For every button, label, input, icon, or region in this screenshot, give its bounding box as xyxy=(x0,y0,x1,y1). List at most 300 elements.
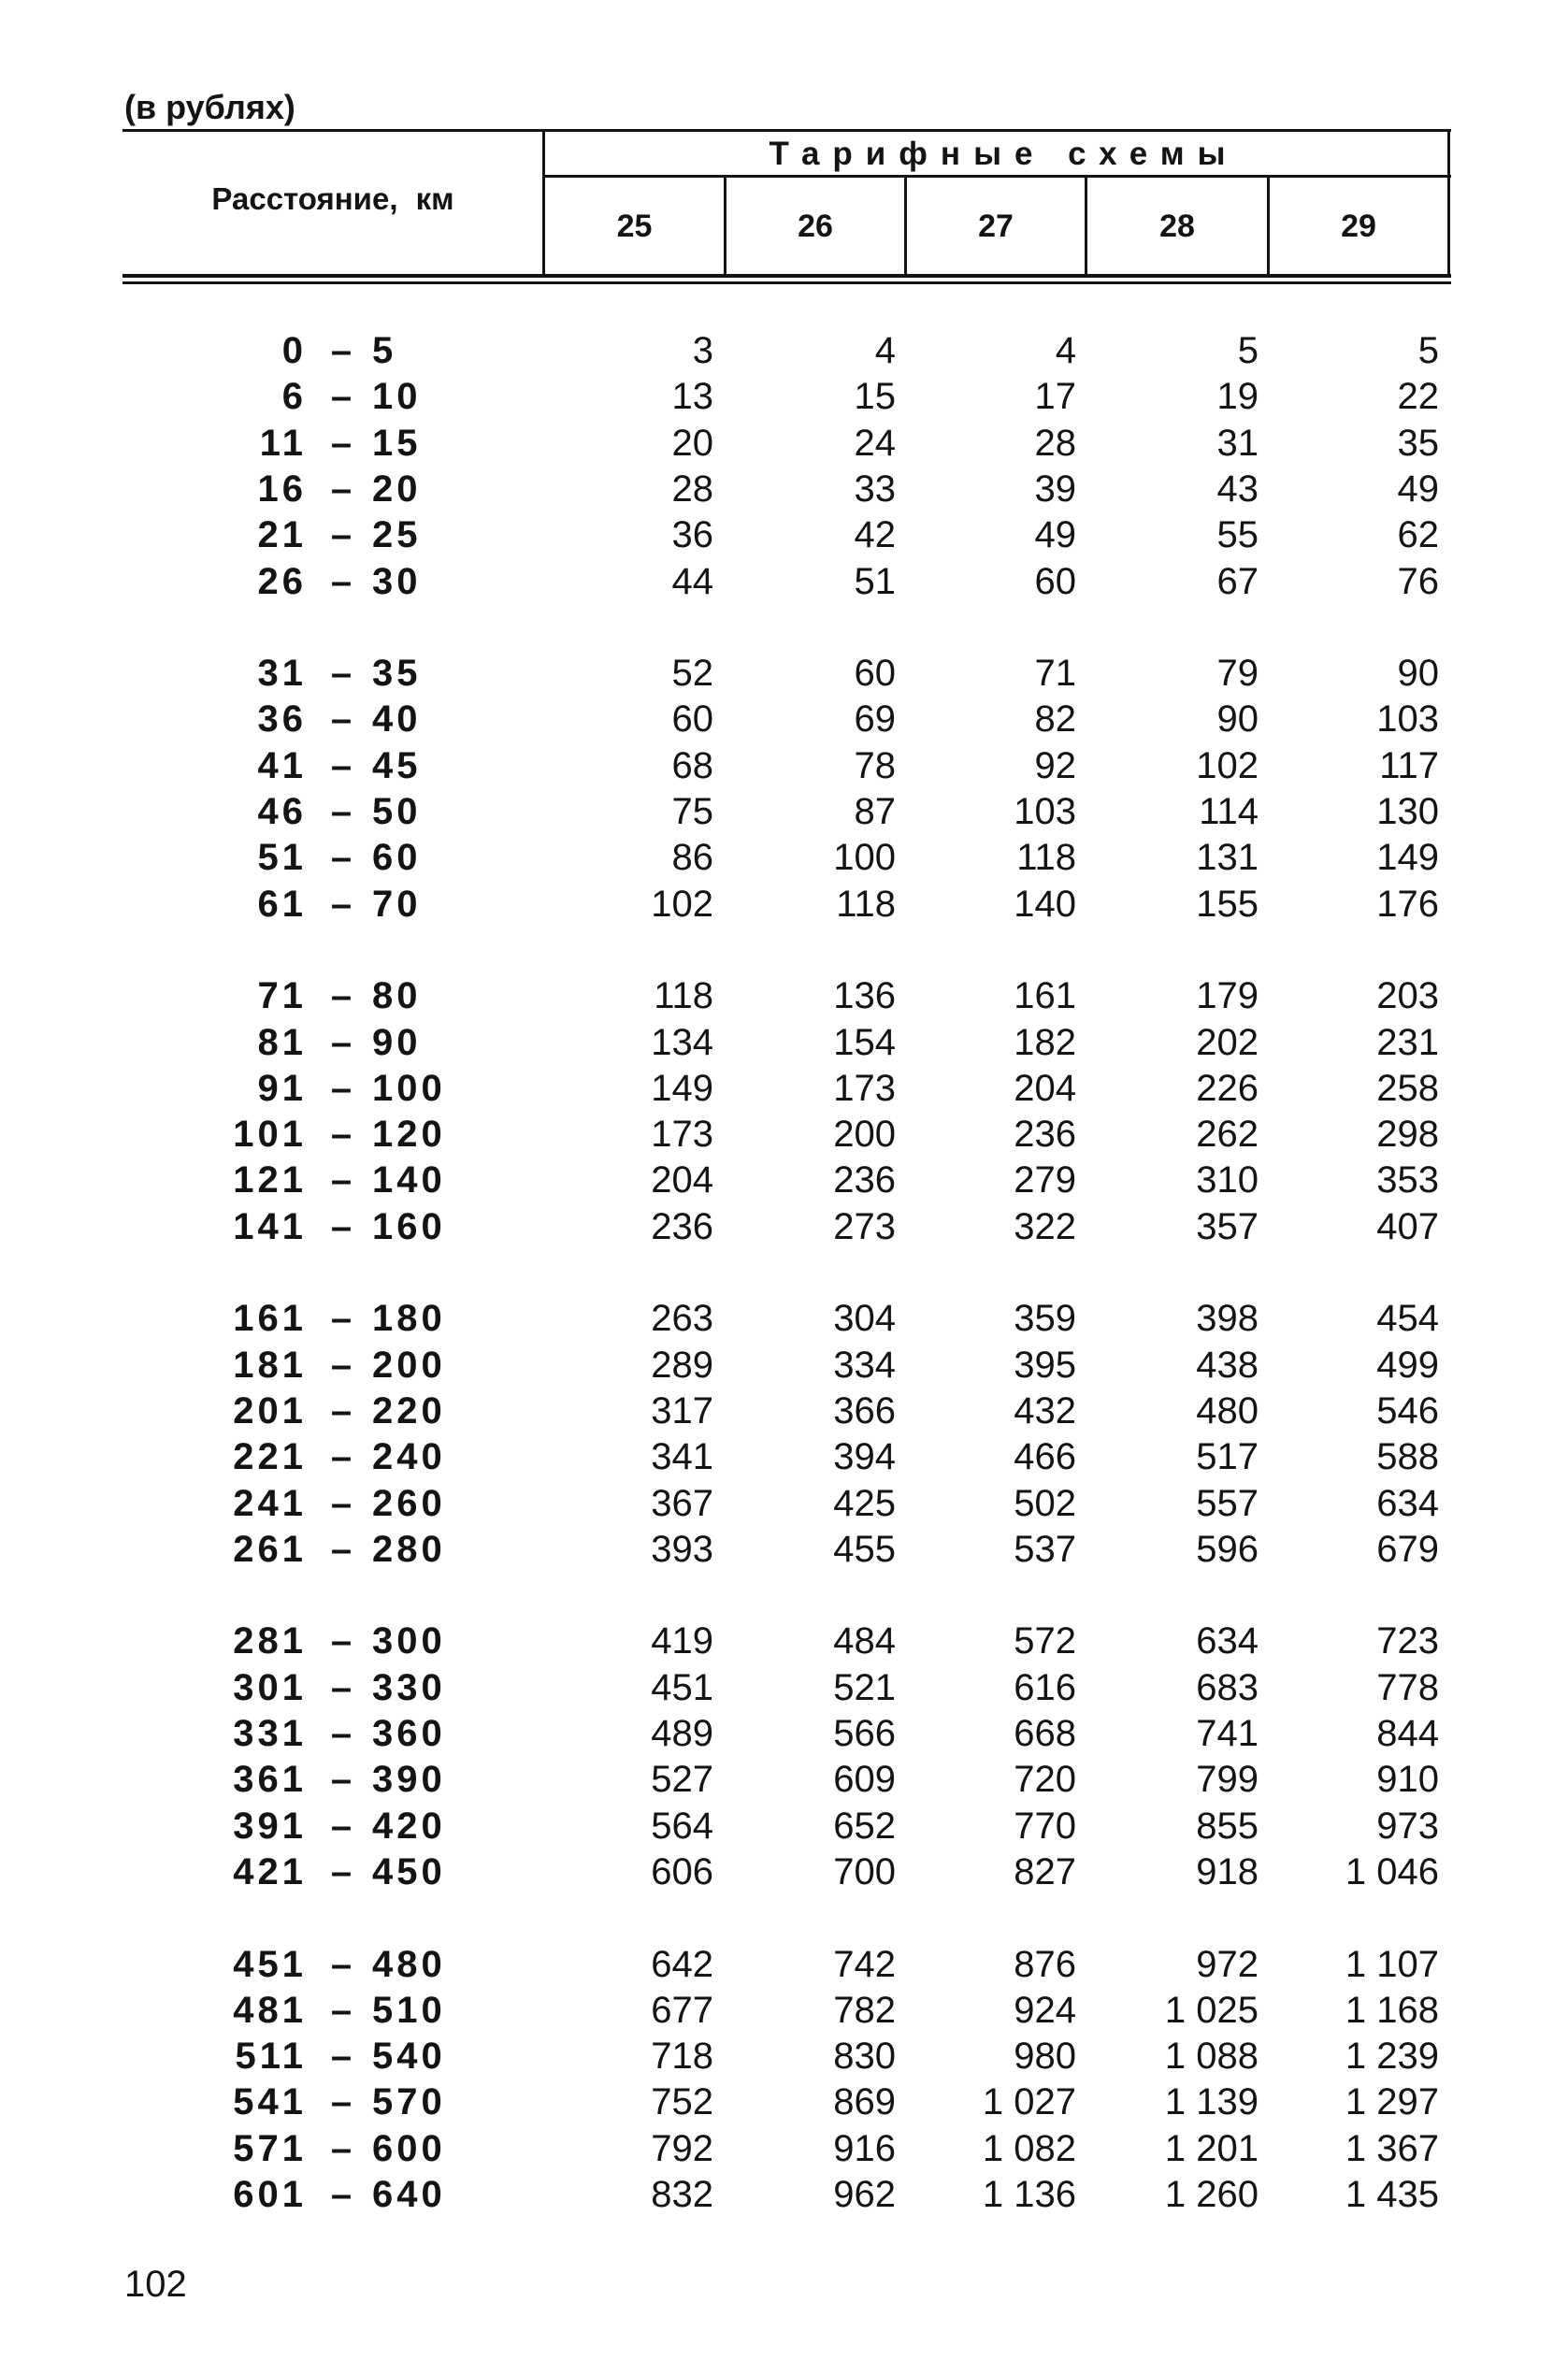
tariff-value-28: 102 xyxy=(1196,744,1259,786)
tariff-value-29: 1 367 xyxy=(1345,2127,1439,2169)
range-dash: – xyxy=(330,1989,352,2031)
table-row xyxy=(0,973,1568,1018)
range-dash: – xyxy=(330,1850,352,1892)
range-dash: – xyxy=(330,376,352,418)
tariff-value-28: 55 xyxy=(1216,514,1259,556)
range-dash: – xyxy=(330,1067,352,1109)
distance-from: 421 xyxy=(233,1850,307,1892)
tariff-value-27: 92 xyxy=(1034,744,1076,786)
distance-to: 390 xyxy=(372,1759,446,1801)
distance-to: 240 xyxy=(372,1436,446,1478)
range-dash: – xyxy=(330,1805,352,1847)
distance-from: 241 xyxy=(233,1482,307,1524)
tariff-value-25: 44 xyxy=(671,560,713,602)
tariff-value-27: 279 xyxy=(1014,1159,1076,1201)
table-row xyxy=(0,789,1568,834)
distance-from: 511 xyxy=(235,2036,307,2078)
tariff-value-25: 341 xyxy=(651,1436,713,1478)
distance-from: 41 xyxy=(257,744,307,786)
tariff-value-27: 17 xyxy=(1034,376,1076,418)
tariff-value-28: 1 025 xyxy=(1164,1989,1259,2031)
distance-from: 391 xyxy=(233,1805,307,1847)
table-row xyxy=(0,1757,1568,1802)
tariff-value-27: 395 xyxy=(1014,1344,1076,1386)
range-dash: – xyxy=(330,514,352,556)
distance-to: 90 xyxy=(372,1021,422,1063)
table-row xyxy=(0,1388,1568,1433)
tariff-value-29: 22 xyxy=(1397,376,1439,418)
range-dash: – xyxy=(330,791,352,832)
table-row xyxy=(0,2126,1568,2171)
tariff-value-28: 1 260 xyxy=(1164,2174,1259,2215)
range-dash: – xyxy=(330,883,352,925)
unit-note: (в рублях) xyxy=(124,88,295,126)
tariff-value-29: 49 xyxy=(1397,468,1439,510)
table-row xyxy=(0,374,1568,419)
tariff-value-27: 1 082 xyxy=(982,2127,1076,2169)
range-dash: – xyxy=(330,975,352,1017)
tariff-value-28: 634 xyxy=(1196,1620,1259,1662)
tariff-value-27: 161 xyxy=(1014,975,1076,1017)
distance-from: 31 xyxy=(257,653,307,695)
distance-from: 101 xyxy=(233,1114,307,1156)
tariff-value-28: 517 xyxy=(1196,1436,1259,1478)
tariff-value-29: 1 297 xyxy=(1345,2081,1439,2123)
distance-to: 120 xyxy=(372,1114,446,1156)
range-dash: – xyxy=(330,1482,352,1524)
tariff-value-25: 642 xyxy=(651,1943,713,1985)
distance-from: 451 xyxy=(233,1943,307,1985)
tariff-value-26: 60 xyxy=(854,653,896,695)
tariff-value-26: 830 xyxy=(833,2036,896,2078)
table-row xyxy=(0,1481,1568,1526)
table-row xyxy=(0,1711,1568,1756)
tariff-value-26: 455 xyxy=(833,1528,896,1570)
range-dash: – xyxy=(330,1943,352,1985)
tariff-value-26: 742 xyxy=(833,1943,896,1985)
tariff-value-27: 537 xyxy=(1014,1528,1076,1570)
range-dash: – xyxy=(330,1620,352,1662)
distance-from: 11 xyxy=(259,422,307,464)
table-row xyxy=(0,1343,1568,1388)
distance-to: 360 xyxy=(372,1713,446,1754)
tariff-value-28: 480 xyxy=(1196,1389,1259,1432)
tariff-value-26: 334 xyxy=(833,1344,896,1386)
tariff-value-29: 778 xyxy=(1376,1666,1439,1708)
tariff-value-27: 502 xyxy=(1014,1482,1076,1524)
tariff-value-27: 140 xyxy=(1014,883,1076,925)
tariff-value-25: 118 xyxy=(654,975,713,1017)
distance-to: 220 xyxy=(372,1389,446,1432)
tariff-value-27: 204 xyxy=(1014,1067,1076,1109)
range-dash: – xyxy=(330,653,352,695)
distance-from: 301 xyxy=(233,1666,307,1708)
distance-to: 60 xyxy=(372,837,422,879)
tariff-value-27: 876 xyxy=(1014,1943,1076,1985)
tariff-value-25: 13 xyxy=(671,376,713,418)
tariff-value-28: 972 xyxy=(1196,1943,1259,1985)
distance-from: 481 xyxy=(233,1989,307,2031)
distance-from: 541 xyxy=(233,2081,307,2123)
range-dash: – xyxy=(330,1159,352,1201)
tariff-value-25: 527 xyxy=(651,1759,713,1801)
tariff-value-29: 62 xyxy=(1397,514,1439,556)
tariff-value-29: 546 xyxy=(1376,1389,1439,1432)
tariff-value-27: 432 xyxy=(1014,1389,1076,1432)
table-row xyxy=(0,1665,1568,1710)
tariff-value-28: 19 xyxy=(1216,376,1259,418)
tariff-value-28: 596 xyxy=(1196,1528,1259,1570)
distance-to: 570 xyxy=(372,2081,446,2123)
tariff-value-29: 231 xyxy=(1376,1021,1439,1063)
tariff-value-26: 304 xyxy=(833,1298,896,1340)
distance-to: 540 xyxy=(372,2036,446,2078)
distance-from: 221 xyxy=(233,1436,307,1478)
table-row xyxy=(0,2034,1568,2079)
tariff-value-25: 149 xyxy=(651,1067,713,1109)
tariff-value-27: 103 xyxy=(1014,791,1076,832)
tariff-value-25: 134 xyxy=(651,1021,713,1063)
tariff-value-26: 566 xyxy=(833,1713,896,1754)
tariff-value-25: 451 xyxy=(651,1666,713,1708)
tariff-value-27: 182 xyxy=(1014,1021,1076,1063)
tariff-value-26: 782 xyxy=(833,1989,896,2031)
tariff-value-26: 118 xyxy=(836,883,896,925)
distance-to: 640 xyxy=(372,2174,446,2215)
tariff-value-29: 973 xyxy=(1376,1805,1439,1847)
tariff-value-28: 683 xyxy=(1196,1666,1259,1708)
tariff-value-27: 1 136 xyxy=(982,2174,1076,2215)
tariff-value-27: 71 xyxy=(1034,653,1076,695)
tariff-value-25: 173 xyxy=(651,1114,713,1156)
range-dash: – xyxy=(330,2127,352,2169)
tariff-value-29: 76 xyxy=(1397,560,1439,602)
tariff-value-25: 489 xyxy=(651,1713,713,1754)
tariff-value-29: 103 xyxy=(1376,698,1439,741)
table-row xyxy=(0,1527,1568,1572)
table-row xyxy=(0,835,1568,880)
tariff-value-27: 720 xyxy=(1014,1759,1076,1801)
tariff-value-27: 39 xyxy=(1034,468,1076,510)
distance-from: 261 xyxy=(233,1528,307,1570)
scheme-column-header-27: 27 xyxy=(978,209,1014,244)
distance-to: 180 xyxy=(372,1298,446,1340)
table-row xyxy=(0,743,1568,788)
tariff-value-29: 1 046 xyxy=(1345,1850,1439,1892)
tariff-value-27: 322 xyxy=(1014,1205,1076,1247)
tariff-value-28: 202 xyxy=(1196,1021,1259,1063)
tariff-value-27: 572 xyxy=(1014,1620,1076,1662)
table-row xyxy=(0,1020,1568,1065)
tariff-value-29: 910 xyxy=(1376,1759,1439,1801)
range-dash: – xyxy=(330,1666,352,1708)
scheme-column-header-26: 26 xyxy=(798,209,833,244)
tariff-value-26: 962 xyxy=(833,2174,896,2215)
table-row xyxy=(0,1434,1568,1479)
distance-from: 141 xyxy=(233,1205,307,1247)
distance-from: 36 xyxy=(257,698,307,741)
tariff-value-25: 393 xyxy=(651,1528,713,1570)
distance-to: 30 xyxy=(372,560,422,602)
distance-from: 91 xyxy=(257,1067,307,1109)
tariff-value-29: 130 xyxy=(1376,791,1439,832)
distance-from: 71 xyxy=(257,975,307,1017)
table-row xyxy=(0,421,1568,466)
tariff-value-27: 616 xyxy=(1014,1666,1076,1708)
distance-to: 200 xyxy=(372,1344,446,1386)
distance-to: 280 xyxy=(372,1528,446,1570)
distance-from: 61 xyxy=(257,883,307,925)
tariff-value-29: 454 xyxy=(1376,1298,1439,1340)
tariff-value-27: 49 xyxy=(1034,514,1076,556)
tariff-value-26: 484 xyxy=(833,1620,896,1662)
distance-from: 201 xyxy=(233,1389,307,1432)
tariff-value-25: 752 xyxy=(651,2081,713,2123)
range-dash: – xyxy=(330,1205,352,1247)
tariff-schemes-title: Тарифные схемы xyxy=(769,136,1239,172)
tariff-value-25: 832 xyxy=(651,2174,713,2215)
tariff-value-25: 52 xyxy=(671,653,713,695)
tariff-value-28: 918 xyxy=(1196,1850,1259,1892)
tariff-value-29: 588 xyxy=(1376,1436,1439,1478)
table-row xyxy=(0,1296,1568,1341)
range-dash: – xyxy=(330,1021,352,1063)
tariff-value-26: 87 xyxy=(854,791,896,832)
distance-to: 420 xyxy=(372,1805,446,1847)
tariff-value-26: 273 xyxy=(833,1205,896,1247)
distance-from: 121 xyxy=(233,1159,307,1201)
distance-from: 571 xyxy=(233,2127,307,2169)
tariff-value-28: 67 xyxy=(1216,560,1259,602)
tariff-value-29: 679 xyxy=(1376,1528,1439,1570)
page-number: 102 xyxy=(124,2264,187,2305)
tariff-value-28: 557 xyxy=(1196,1482,1259,1524)
tariff-value-28: 1 139 xyxy=(1164,2081,1259,2123)
distance-to: 5 xyxy=(372,330,397,371)
tariff-value-28: 262 xyxy=(1196,1114,1259,1156)
tariff-value-28: 855 xyxy=(1196,1805,1259,1847)
tariff-value-29: 149 xyxy=(1376,837,1439,879)
distance-to: 600 xyxy=(372,2127,446,2169)
tariff-value-25: 236 xyxy=(651,1205,713,1247)
tariff-value-25: 606 xyxy=(651,1850,713,1892)
tariff-value-28: 799 xyxy=(1196,1759,1259,1801)
tariff-value-25: 86 xyxy=(671,837,713,879)
range-dash: – xyxy=(330,468,352,510)
distance-to: 35 xyxy=(372,653,422,695)
tariff-value-29: 5 xyxy=(1417,330,1439,371)
tariff-value-25: 263 xyxy=(651,1298,713,1340)
distance-to: 100 xyxy=(372,1067,446,1109)
tariff-value-27: 28 xyxy=(1034,422,1076,464)
distance-to: 510 xyxy=(372,1989,446,2031)
tariff-value-29: 407 xyxy=(1376,1205,1439,1247)
table-row xyxy=(0,512,1568,557)
tariff-value-28: 1 201 xyxy=(1164,2127,1259,2169)
tariff-value-29: 844 xyxy=(1376,1713,1439,1754)
distance-from: 331 xyxy=(233,1713,307,1754)
tariff-value-25: 28 xyxy=(671,468,713,510)
tariff-value-26: 700 xyxy=(833,1850,896,1892)
tariff-value-29: 1 168 xyxy=(1345,1989,1439,2031)
tariff-value-28: 31 xyxy=(1216,422,1259,464)
scheme-column-header-29: 29 xyxy=(1341,209,1376,244)
tariff-value-28: 79 xyxy=(1216,653,1259,695)
distance-to: 15 xyxy=(372,422,422,464)
tariff-value-26: 366 xyxy=(833,1389,896,1432)
tariff-value-25: 792 xyxy=(651,2127,713,2169)
tariff-value-28: 131 xyxy=(1196,837,1259,879)
table-row xyxy=(0,1942,1568,1987)
distance-column-header: Расстояние, км xyxy=(211,181,454,216)
tariff-value-26: 869 xyxy=(833,2081,896,2123)
range-dash: – xyxy=(330,2081,352,2123)
scheme-column-header-25: 25 xyxy=(616,209,653,244)
tariff-value-26: 51 xyxy=(854,560,896,602)
range-dash: – xyxy=(330,1759,352,1801)
tariff-value-26: 609 xyxy=(833,1759,896,1801)
distance-to: 140 xyxy=(372,1159,446,1201)
table-row xyxy=(0,1988,1568,2033)
tariff-value-29: 723 xyxy=(1376,1620,1439,1662)
tariff-value-27: 466 xyxy=(1014,1436,1076,1478)
tariff-value-27: 236 xyxy=(1014,1114,1076,1156)
table-row xyxy=(0,1804,1568,1849)
tariff-value-28: 179 xyxy=(1196,975,1259,1017)
tariff-value-26: 425 xyxy=(833,1482,896,1524)
tariff-value-29: 176 xyxy=(1376,883,1439,925)
table-row xyxy=(0,2079,1568,2124)
tariff-value-26: 173 xyxy=(833,1067,896,1109)
tariff-value-29: 35 xyxy=(1397,422,1439,464)
distance-to: 80 xyxy=(372,975,422,1017)
table-row xyxy=(0,328,1568,373)
tariff-value-29: 353 xyxy=(1376,1159,1439,1201)
distance-from: 16 xyxy=(257,468,307,510)
tariff-value-27: 60 xyxy=(1034,560,1076,602)
range-dash: – xyxy=(330,698,352,741)
range-dash: – xyxy=(330,2036,352,2078)
tariff-value-29: 1 435 xyxy=(1345,2174,1439,2215)
distance-from: 601 xyxy=(233,2174,307,2215)
tariff-value-27: 827 xyxy=(1014,1850,1076,1892)
tariff-value-25: 36 xyxy=(671,514,713,556)
tariff-value-29: 1 107 xyxy=(1345,1943,1439,1985)
tariff-value-29: 634 xyxy=(1376,1482,1439,1524)
tariff-value-25: 289 xyxy=(651,1344,713,1386)
tariff-value-28: 438 xyxy=(1196,1344,1259,1386)
distance-from: 181 xyxy=(233,1344,307,1386)
tariff-value-26: 394 xyxy=(833,1436,896,1478)
tariff-value-25: 367 xyxy=(651,1482,713,1524)
range-dash: – xyxy=(330,422,352,464)
range-dash: – xyxy=(330,560,352,602)
tariff-value-26: 236 xyxy=(833,1159,896,1201)
tariff-value-28: 155 xyxy=(1196,883,1259,925)
tariff-value-28: 114 xyxy=(1199,791,1259,832)
tariff-value-25: 20 xyxy=(671,422,713,464)
tariff-value-28: 43 xyxy=(1216,468,1259,510)
distance-to: 260 xyxy=(372,1482,446,1524)
distance-from: 6 xyxy=(281,376,307,418)
table-row xyxy=(0,1066,1568,1111)
table-row xyxy=(0,697,1568,741)
table-row xyxy=(0,467,1568,511)
distance-to: 10 xyxy=(372,376,422,418)
distance-from: 361 xyxy=(233,1759,307,1801)
table-row xyxy=(0,1204,1568,1249)
table-row xyxy=(0,2172,1568,2217)
tariff-value-28: 357 xyxy=(1196,1205,1259,1247)
tariff-value-29: 90 xyxy=(1397,653,1439,695)
distance-to: 480 xyxy=(372,1943,446,1985)
tariff-value-27: 924 xyxy=(1014,1989,1076,2031)
tariff-value-26: 916 xyxy=(833,2127,896,2169)
range-dash: – xyxy=(330,837,352,879)
distance-from: 21 xyxy=(257,514,307,556)
distance-from: 51 xyxy=(257,837,307,879)
distance-from: 161 xyxy=(233,1298,307,1340)
distance-from: 81 xyxy=(257,1021,307,1063)
table-row xyxy=(0,559,1568,604)
tariff-value-27: 4 xyxy=(1055,330,1076,371)
range-dash: – xyxy=(330,330,352,371)
table-row xyxy=(0,651,1568,696)
table-row xyxy=(0,1849,1568,1894)
tariff-value-27: 1 027 xyxy=(982,2081,1076,2123)
tariff-value-28: 90 xyxy=(1216,698,1259,741)
tariff-value-26: 24 xyxy=(854,422,896,464)
distance-from: 0 xyxy=(281,330,307,371)
tariff-value-26: 33 xyxy=(854,468,896,510)
tariff-value-26: 136 xyxy=(833,975,896,1017)
distance-to: 160 xyxy=(372,1205,446,1247)
tariff-value-26: 652 xyxy=(833,1805,896,1847)
tariff-value-25: 677 xyxy=(651,1989,713,2031)
tariff-value-26: 521 xyxy=(833,1666,896,1708)
tariff-value-26: 100 xyxy=(833,837,896,879)
tariff-value-28: 226 xyxy=(1196,1067,1259,1109)
distance-to: 20 xyxy=(372,468,422,510)
distance-to: 300 xyxy=(372,1620,446,1662)
tariff-value-27: 82 xyxy=(1034,698,1076,741)
tariff-value-26: 154 xyxy=(833,1021,896,1063)
tariff-value-25: 60 xyxy=(671,698,713,741)
tariff-value-25: 3 xyxy=(692,330,713,371)
tariff-value-27: 980 xyxy=(1014,2036,1076,2078)
scheme-column-header-28: 28 xyxy=(1159,209,1195,244)
tariff-value-27: 770 xyxy=(1014,1805,1076,1847)
distance-to: 330 xyxy=(372,1666,446,1708)
distance-to: 45 xyxy=(372,744,422,786)
range-dash: – xyxy=(330,1344,352,1386)
tariff-value-27: 359 xyxy=(1014,1298,1076,1340)
tariff-value-28: 741 xyxy=(1196,1713,1259,1754)
tariff-value-29: 499 xyxy=(1376,1344,1439,1386)
range-dash: – xyxy=(330,1528,352,1570)
tariff-value-25: 419 xyxy=(651,1620,713,1662)
tariff-value-25: 718 xyxy=(651,2036,713,2078)
range-dash: – xyxy=(330,2174,352,2215)
tariff-value-28: 1 088 xyxy=(1164,2036,1259,2078)
tariff-value-26: 69 xyxy=(854,698,896,741)
tariff-value-28: 398 xyxy=(1196,1298,1259,1340)
table-row xyxy=(0,1158,1568,1202)
range-dash: – xyxy=(330,744,352,786)
tariff-value-25: 102 xyxy=(651,883,713,925)
tariff-value-26: 42 xyxy=(854,514,896,556)
tariff-value-25: 317 xyxy=(651,1389,713,1432)
